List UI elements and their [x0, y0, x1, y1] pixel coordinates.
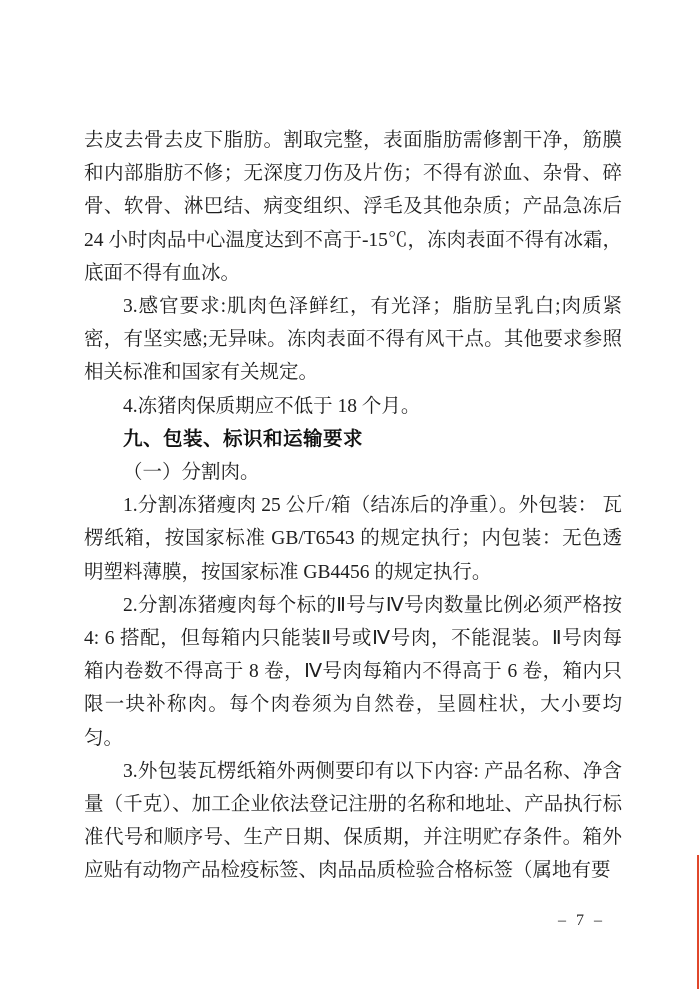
paragraph-meat-trimming-continuation: 去皮去骨去皮下脂肪。割取完整，表面脂肪需修割干净，筋膜和内部脂肪不修；无深度刀伤及片伤；不得有淤血、杂骨、碎骨、软骨、淋巴结、病变组织、浮毛及其他杂质；产品急冻后 24 小时肉品中心温度达到不高于-15℃，冻肉表面不得有冰霜，底面不得有血冰。 — [84, 130, 622, 284]
paragraph-packaging-standards: 1.分割冻猪瘦肉 25 公斤/箱（结冻后的净重）。外包装： 瓦楞纸箱，按国家标准 GB/T6543 的规定执行；内包装：无色透明塑料薄膜，按国家标准 GB4456 的规定执行。 — [84, 495, 622, 583]
paragraph-carton-printing-requirements: 3.外包装瓦楞纸箱外两侧要印有以下内容: 产品名称、净含量（千克）、加工企业依法登记注册的名称和地址、产品执行标准代号和顺序号、生产日期、保质期，并注明贮存条件。箱外应贴有动物产品检疫标签、肉品品质检验合格标签（属地有要 — [84, 760, 622, 882]
right-edge-red-line — [697, 855, 699, 989]
paragraph-shelf-life: 4.冻猪肉保质期应不低于 18 个月。 — [123, 395, 421, 417]
page-number: – 7 – — [558, 912, 605, 929]
paragraph-sensory-requirements: 3.感官要求:肌肉色泽鲜红，有光泽；脂肪呈乳白;肉质紧密，有坚实感;无异味。冻肉表面不得有风干点。其他要求参照相关标准和国家有关规定。 — [84, 296, 622, 384]
subsection-heading-cut-meat: （一）分割肉。 — [123, 462, 260, 484]
section-heading-packaging-labeling-transport: 九、包装、标识和运输要求 — [123, 427, 364, 450]
paragraph-grade-ratio-rules: 2.分割冻猪瘦肉每个标的Ⅱ号与Ⅳ号肉数量比例必须严格按 4: 6 搭配，但每箱内只能装Ⅱ号或Ⅳ号肉，不能混装。Ⅱ号肉每箱内卷数不得高于 8 卷，Ⅳ号肉每箱内不得高于 6 卷，箱内只限一块补称肉。每个肉卷须为自然卷，呈圆柱状，大小要均匀。 — [84, 594, 622, 749]
document-text-block — [84, 124, 622, 888]
